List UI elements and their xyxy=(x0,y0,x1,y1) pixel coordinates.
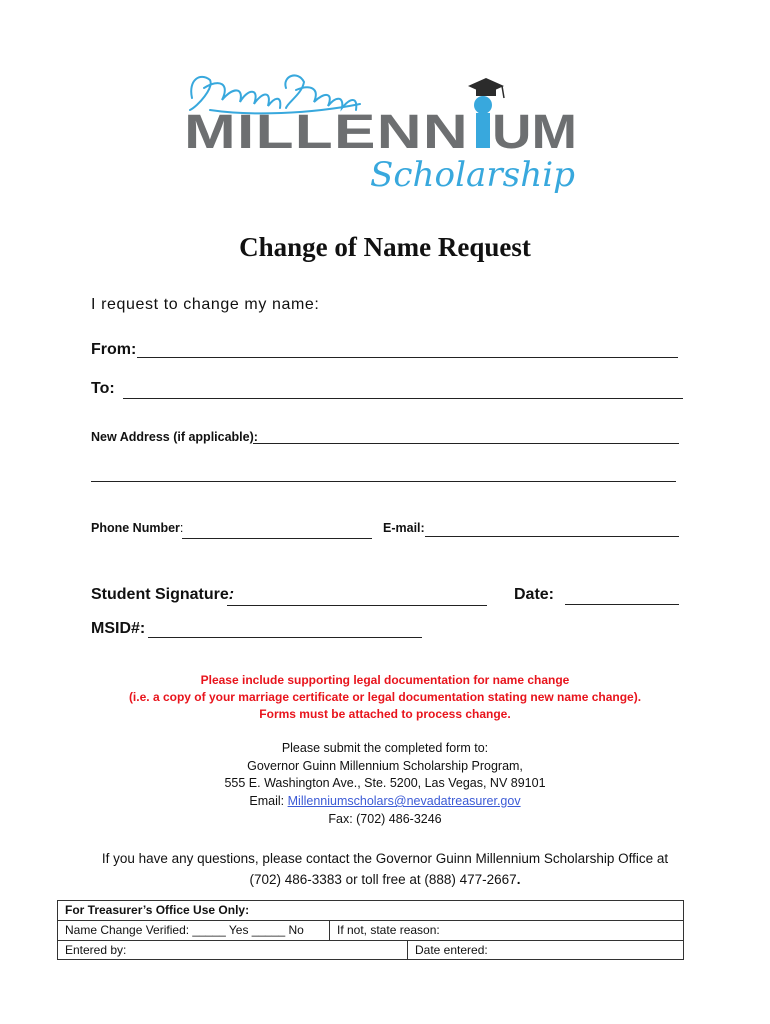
submit-address: 555 E. Washington Ave., Ste. 5200, Las Vegas, NV 89101 xyxy=(224,776,546,790)
questions-phone-text: (702) 486-3383 or toll free at (888) 477-2667 xyxy=(249,872,517,887)
submit-email-prefix: Email: xyxy=(249,794,288,808)
office-use-header-row xyxy=(58,901,683,921)
student-signature-field[interactable] xyxy=(227,605,487,606)
notice-line-1: Please include supporting legal documentation for name change xyxy=(200,673,570,687)
phone-number-field[interactable] xyxy=(182,538,372,539)
new-address-field-line1[interactable] xyxy=(253,443,679,444)
email-label: E-mail: xyxy=(383,521,425,535)
name-change-verified-cell: Name Change Verified: _____ Yes _____ No xyxy=(58,921,330,940)
to-label: To: xyxy=(91,380,115,397)
intro-text: I request to change my name: xyxy=(91,296,320,313)
phone-number-label-text: Phone Number xyxy=(91,521,180,535)
office-use-row-verified xyxy=(58,921,683,941)
submit-email-link[interactable]: Millenniumscholars@nevadatreasurer.gov xyxy=(287,794,521,808)
phone-number-label xyxy=(91,521,183,535)
msid-label: MSID#: xyxy=(91,620,146,637)
notice-line-2: (i.e. a copy of your marriage certificate or legal documentation stating new name change). xyxy=(128,690,642,704)
logo-word-millenn: MILLENN xyxy=(184,106,469,159)
phone-number-colon: : xyxy=(179,521,184,535)
date-entered-cell: Date entered: xyxy=(415,943,488,957)
questions-period: . xyxy=(516,872,521,887)
msid-field[interactable] xyxy=(148,637,422,638)
from-field[interactable] xyxy=(137,357,678,358)
logo-blue-i xyxy=(476,113,490,148)
millennium-scholarship-logo xyxy=(170,58,590,198)
if-not-reason-cell: If not, state reason: xyxy=(337,923,440,937)
office-use-header: For Treasurer’s Office Use Only: xyxy=(65,903,250,917)
notice-line-3: Forms must be attached to process change. xyxy=(259,707,511,721)
entered-by-cell: Entered by: xyxy=(58,941,408,959)
logo-word-um: UM xyxy=(492,106,577,159)
questions-line-2 xyxy=(0,872,770,887)
student-signature-label-text: Student Signature xyxy=(91,586,229,603)
page-title: Change of Name Request xyxy=(239,232,531,262)
office-use-row-entered xyxy=(58,941,683,959)
submit-line-2: Governor Guinn Millennium Scholarship Program, xyxy=(247,759,523,773)
office-use-table xyxy=(57,900,684,960)
logo-i-dot xyxy=(474,96,492,114)
student-signature-label xyxy=(91,586,234,604)
submit-fax: Fax: (702) 486-3246 xyxy=(328,812,442,826)
to-field[interactable] xyxy=(123,398,683,399)
graduation-cap-icon xyxy=(468,78,504,98)
logo-word-scholarship: Scholarship xyxy=(370,155,575,195)
new-address-field-line2[interactable] xyxy=(91,481,676,482)
date-label: Date: xyxy=(514,586,555,603)
submit-line-1: Please submit the completed form to: xyxy=(281,741,489,755)
email-field[interactable] xyxy=(425,536,679,537)
student-signature-colon: : xyxy=(228,586,235,603)
from-label: From: xyxy=(91,341,137,358)
questions-line-1: If you have any questions, please contact the Governor Guinn Millennium Scholarship Office at xyxy=(101,851,669,866)
date-field[interactable] xyxy=(565,604,679,605)
submit-email-row xyxy=(0,794,770,808)
new-address-label: New Address (if applicable): xyxy=(91,430,258,444)
